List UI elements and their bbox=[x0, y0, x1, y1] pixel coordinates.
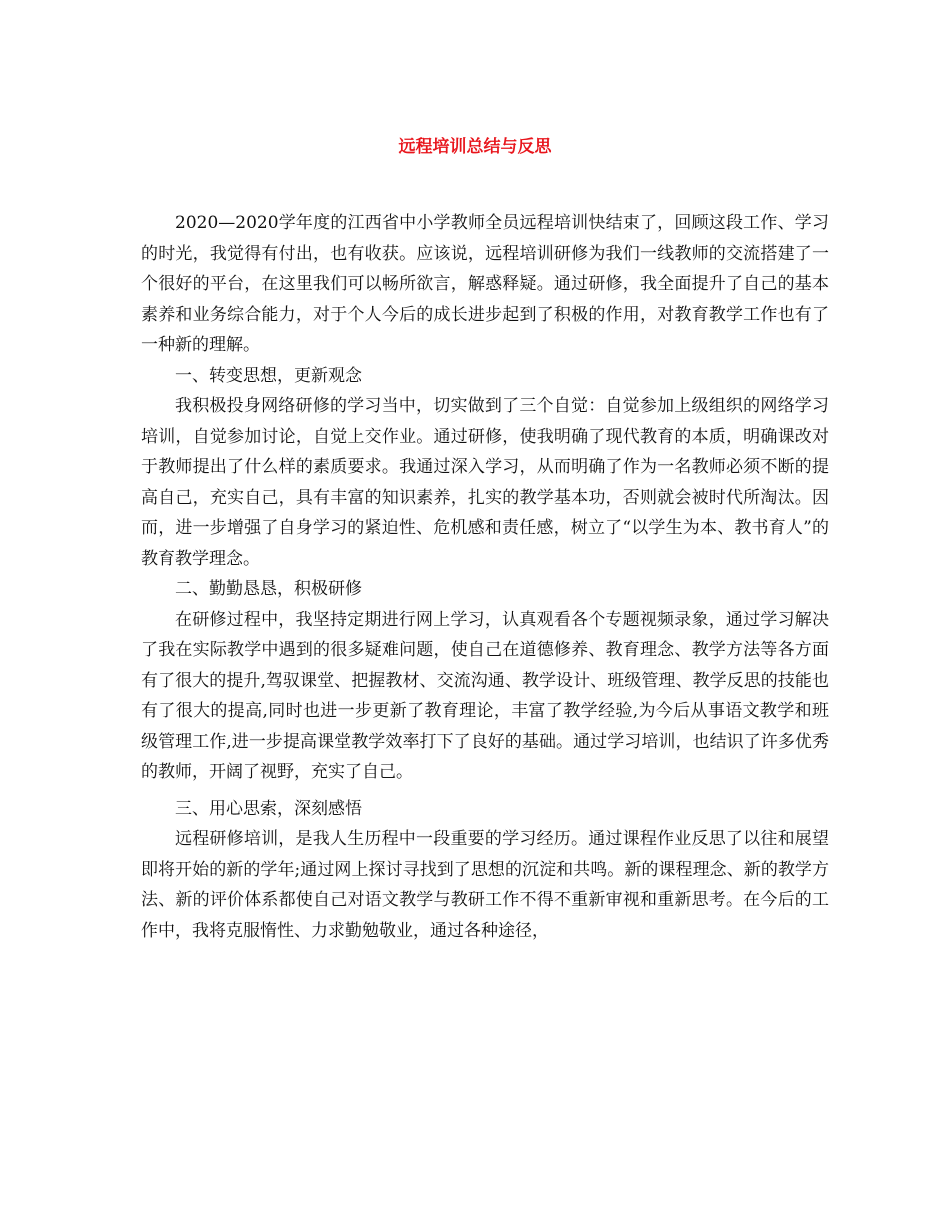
intro-paragraph: 2020—2020学年度的江西省中小学教师全员远程培训快结束了，回顾这段工作、学习的时光，我觉得有付出，也有收获。应该说，远程培训研修为我们一线教师的交流搭建了一个很好的平台，在这里我们可以畅所欲言，解惑释疑。通过研修，我全面提升了自己的基本素养和业务综合能力，对于个人今后的成长进步起到了积极的作用，对教育教学工作也有了一种新的理解。 bbox=[141, 213, 829, 355]
section-2-paragraph: 在研修过程中，我坚持定期进行网上学习，认真观看各个专题视频录象，通过学习解决了我在实际教学中遇到的很多疑难问题，使自己在道德修养、教育理念、教学方法等各方面有了很大的提升,驾驭课堂、把握教材、交流沟通、教学设计、班级管理、教学反思的技能也有了很大的提高,同时也进一步更新了教育理论，丰富了教学经验,为今后从事语文教学和班级管理工作,进一步提高课堂教学效率打下了良好的基础。通过学习培训，也结识了许多优秀的教师，开阔了视野，充实了自己。 bbox=[141, 609, 829, 782]
section-3-heading: 三、用心思索，深刻感悟 bbox=[175, 798, 362, 819]
section-1-heading: 一、转变思想，更新观念 bbox=[175, 365, 362, 386]
section-3-paragraph: 远程研修培训，是我人生历程中一段重要的学习经历。通过课程作业反思了以往和展望即将开始的新的学年;通过网上探讨寻找到了思想的沉淀和共鸣。新的课程理念、新的教学方法、新的评价体系都使自己对语文教学与教研工作不得不重新审视和重新思考。在今后的工作中，我将克服惰性、力求勤勉敬业，通过各种途径， bbox=[141, 829, 829, 941]
section-2-heading: 二、勤勤恳恳，积极研修 bbox=[175, 579, 362, 599]
document-body bbox=[141, 208, 829, 946]
document-title: 远程培训总结与反思 bbox=[398, 137, 552, 157]
section-1-paragraph: 我积极投身网络研修的学习当中，切实做到了三个自觉：自觉参加上级组织的网络学习培训，自觉参加讨论，自觉上交作业。通过研修，使我明确了现代教育的本质，明确课改对于教师提出了什么样的素质要求。我通过深入学习，从而明确了作为一名教师必须不断的提高自己，充实自己，具有丰富的知识素养，扎实的教学基本功，否则就会被时代所淘汰。因而，进一步增强了自身学习的紧迫性、危机感和责任感，树立了“以学生为本、教书育人”的教育教学理念。 bbox=[141, 396, 829, 569]
